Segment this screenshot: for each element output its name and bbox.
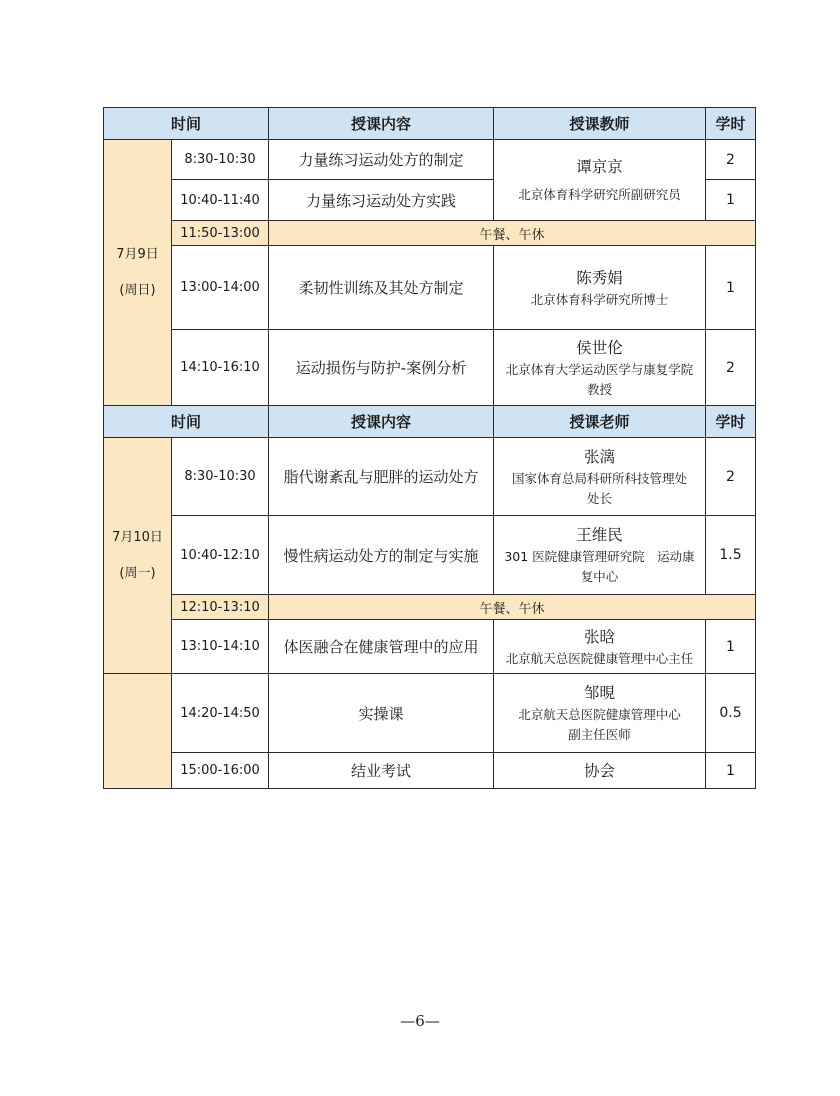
header-teacher: 授课教师 — [494, 108, 706, 140]
session-hours: 0.5 — [706, 674, 756, 753]
teacher-title: 教授 — [587, 381, 613, 397]
teacher-cell — [494, 516, 706, 595]
session-time: 12:10-13:10 — [172, 595, 269, 620]
session-time: 8:30-10:30 — [172, 140, 269, 180]
break-row — [104, 221, 756, 246]
teacher-title: 北京航天总医院健康管理中心 — [518, 707, 681, 722]
session-hours: 2 — [706, 140, 756, 180]
teacher-cell — [494, 620, 706, 674]
session-hours: 1.5 — [706, 516, 756, 595]
table-row — [104, 753, 756, 789]
session-time: 8:30-10:30 — [172, 438, 269, 516]
header-hours: 学时 — [706, 108, 756, 140]
session-content: 实操课 — [269, 674, 494, 753]
teacher-cell — [494, 438, 706, 516]
teacher-title: 国家体育总局科研所科技管理处 — [512, 470, 688, 486]
teacher-title: 北京体育科学研究所博士 — [530, 291, 669, 307]
header-content: 授课内容 — [269, 406, 494, 438]
teacher-name: 陈秀娟 — [576, 268, 623, 287]
break-row — [104, 595, 756, 620]
table-row — [104, 674, 756, 753]
teacher-cell — [494, 674, 706, 753]
date-cell — [104, 438, 172, 674]
session-hours: 1 — [706, 620, 756, 674]
schedule-table — [103, 107, 756, 789]
session-hours: 2 — [706, 438, 756, 516]
table-row — [104, 620, 756, 674]
date-cell-empty — [104, 674, 172, 789]
teacher-title: 北京航天总医院健康管理中心主任 — [505, 650, 694, 666]
session-content: 力量练习运动处方实践 — [269, 180, 494, 221]
session-hours: 2 — [706, 330, 756, 406]
header-teacher: 授课老师 — [494, 406, 706, 438]
session-hours: 1 — [706, 246, 756, 330]
session-content: 力量练习运动处方的制定 — [269, 140, 494, 180]
teacher-title: 处长 — [587, 490, 613, 506]
teacher-name: 张漓 — [584, 447, 616, 466]
header-time: 时间 — [104, 406, 269, 438]
table-row — [104, 246, 756, 330]
session-time: 10:40-12:10 — [172, 516, 269, 595]
header-time: 时间 — [104, 108, 269, 140]
teacher-name: 协会 — [584, 761, 616, 780]
teacher-title: 副主任医师 — [568, 727, 631, 742]
session-content: 运动损伤与防护-案例分析 — [269, 330, 494, 406]
session-time: 14:10-16:10 — [172, 330, 269, 406]
table-row — [104, 438, 756, 516]
teacher-name: 邹晛 — [584, 684, 616, 702]
session-content: 体医融合在健康管理中的应用 — [269, 620, 494, 674]
teacher-cell — [494, 330, 706, 406]
teacher-name: 王维民 — [576, 526, 623, 544]
teacher-cell — [494, 140, 706, 221]
header-hours: 学时 — [706, 406, 756, 438]
session-time: 13:00-14:00 — [172, 246, 269, 330]
table-row — [104, 140, 756, 180]
teacher-title: 北京体育大学运动医学与康复学院 — [505, 361, 694, 377]
table-header-row — [104, 108, 756, 140]
table-header-row — [104, 406, 756, 438]
session-time: 15:00-16:00 — [172, 753, 269, 789]
session-time: 14:20-14:50 — [172, 674, 269, 753]
session-hours: 1 — [706, 180, 756, 221]
teacher-name: 张晗 — [584, 627, 616, 646]
break-label: 午餐、午休 — [269, 221, 756, 246]
session-content: 结业考试 — [269, 753, 494, 789]
date-label: 7月10日 — [112, 529, 163, 545]
session-time: 10:40-11:40 — [172, 180, 269, 221]
weekday-label: (周一) — [119, 565, 156, 581]
session-content: 脂代谢紊乱与肥胖的运动处方 — [269, 438, 494, 516]
session-content: 柔韧性训练及其处方制定 — [269, 246, 494, 330]
teacher-cell — [494, 753, 706, 789]
teacher-title: 复中心 — [580, 569, 619, 584]
session-hours: 1 — [706, 753, 756, 789]
session-time: 11:50-13:00 — [172, 221, 269, 246]
teacher-title: 北京体育科学研究所副研究员 — [518, 187, 681, 202]
teacher-name: 谭京京 — [576, 158, 623, 176]
date-cell — [104, 140, 172, 406]
header-content: 授课内容 — [269, 108, 494, 140]
teacher-cell — [494, 246, 706, 330]
date-label: 7月9日 — [116, 246, 159, 262]
teacher-name: 侯世伦 — [576, 338, 623, 357]
table-row — [104, 516, 756, 595]
session-content: 慢性病运动处方的制定与实施 — [269, 516, 494, 595]
teacher-title: 301 医院健康管理研究院 运动康 — [504, 549, 695, 564]
break-label: 午餐、午休 — [269, 595, 756, 620]
weekday-label: (周日) — [119, 282, 156, 298]
page-number: —6— — [400, 1012, 440, 1030]
session-time: 13:10-14:10 — [172, 620, 269, 674]
table-row — [104, 330, 756, 406]
